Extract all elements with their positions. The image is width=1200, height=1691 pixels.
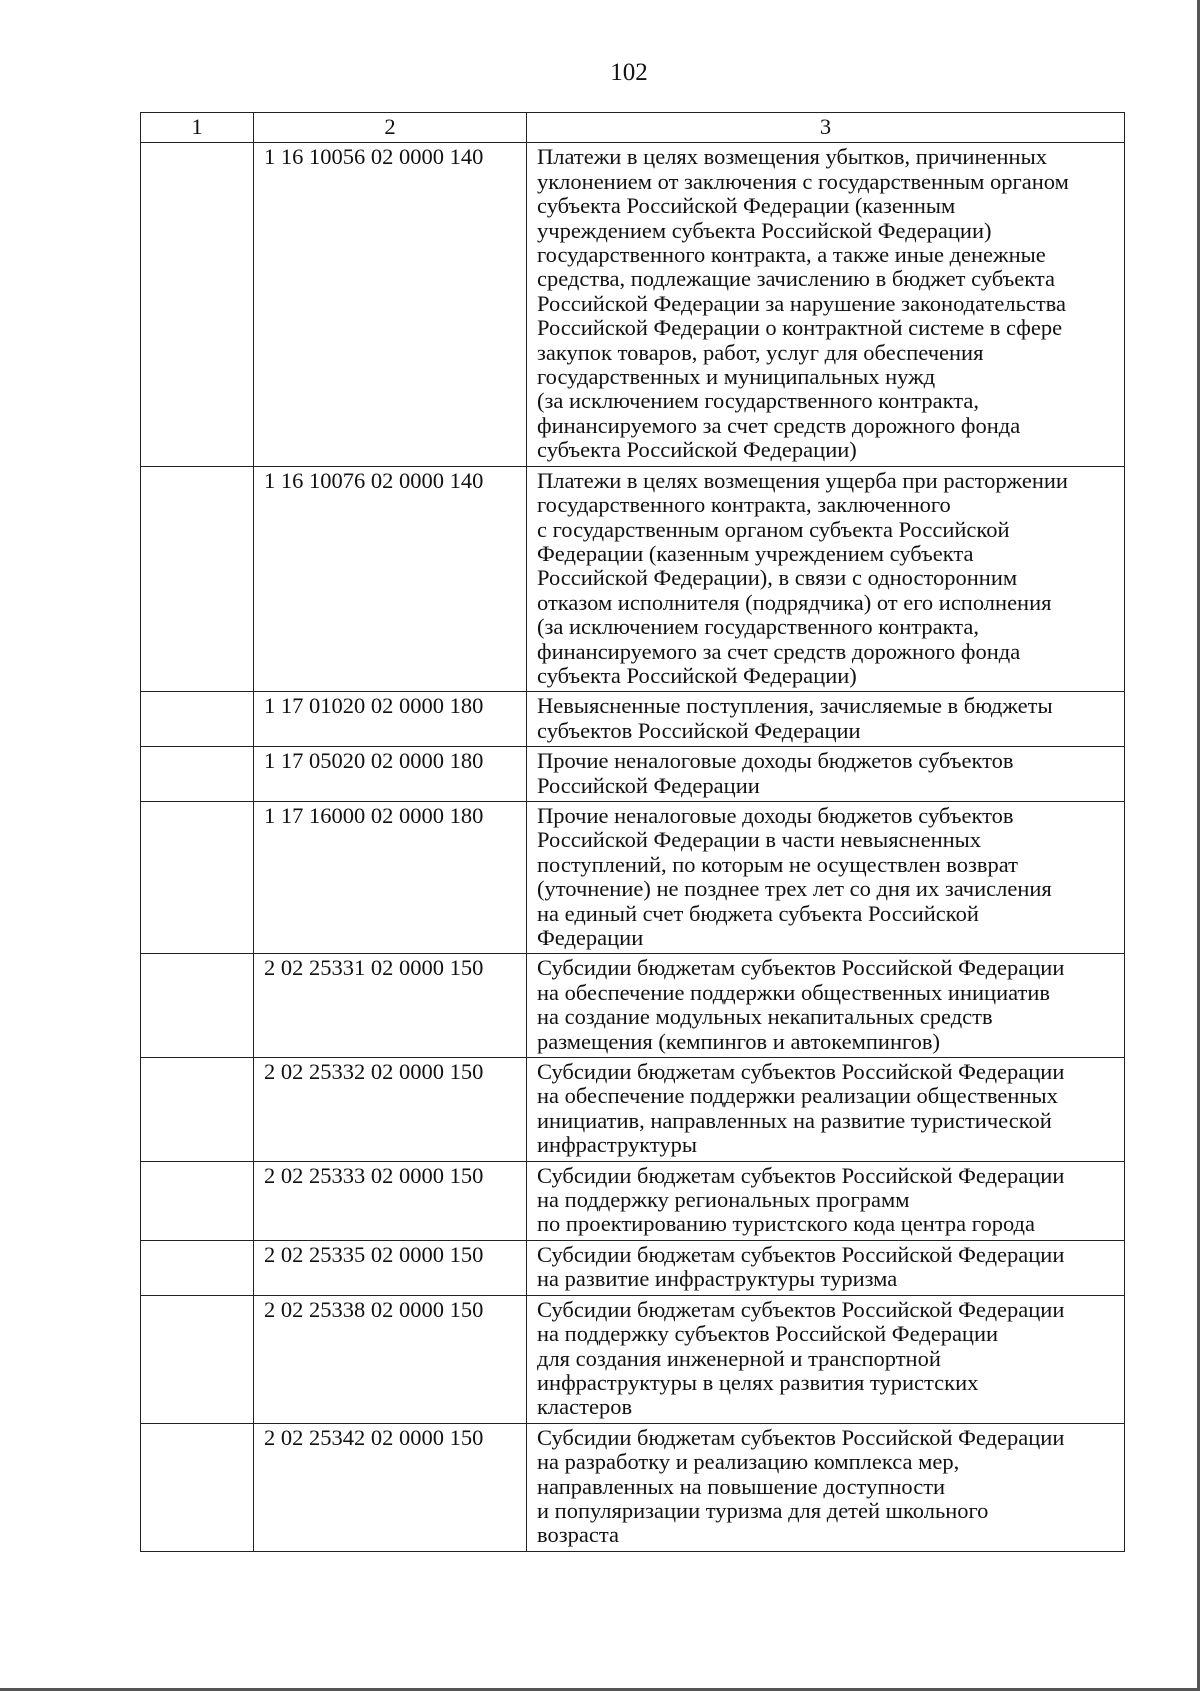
row-number-cell <box>141 801 254 953</box>
description-cell: Прочие неналоговые доходы бюджетов субъектов Российской Федерации <box>527 747 1125 802</box>
description-cell: Субсидии бюджетам субъектов Российской Федерации на обеспечение поддержки реализации общественных инициатив, направленных на развитие туристической инфраструктуры <box>527 1058 1125 1162</box>
budget-code-cell: 1 17 01020 02 0000 180 <box>254 692 527 747</box>
budget-codes-table <box>140 112 1125 1552</box>
description-cell: Прочие неналоговые доходы бюджетов субъектов Российской Федерации в части невыясненных поступлений, по которым не осуществлен возврат (уточнение) не позднее трех лет со дня их зачисления на единый счет бюджета субъекта Российской Федерации <box>527 801 1125 953</box>
budget-code-cell: 2 02 25333 02 0000 150 <box>254 1161 527 1240</box>
table-row <box>141 1240 1125 1295</box>
row-number-cell <box>141 1423 254 1551</box>
header-col-2: 2 <box>254 113 527 143</box>
budget-code-cell: 2 02 25332 02 0000 150 <box>254 1058 527 1162</box>
description-cell: Невыясненные поступления, зачисляемые в бюджеты субъектов Российской Федерации <box>527 692 1125 747</box>
table-row <box>141 1423 1125 1551</box>
budget-code-cell: 2 02 25342 02 0000 150 <box>254 1423 527 1551</box>
table-row <box>141 1161 1125 1240</box>
table-row <box>141 143 1125 466</box>
description-cell: Платежи в целях возмещения ущерба при расторжении государственного контракта, заключенного с государственным органом субъекта Российской Федерации (казенным учреждением субъекта Российской Федерации), в связи с односторонним отказом исполнителя (подрядчика) от его исполнения (за исключением государственного контракта, финансируемого за счет средств дорожного фонда субъекта Российской Федерации) <box>527 466 1125 692</box>
table-row <box>141 1295 1125 1423</box>
budget-code-cell: 2 02 25331 02 0000 150 <box>254 954 527 1058</box>
table-row <box>141 466 1125 692</box>
row-number-cell <box>141 1058 254 1162</box>
table-row <box>141 747 1125 802</box>
row-number-cell <box>141 747 254 802</box>
description-cell: Субсидии бюджетам субъектов Российской Федерации на обеспечение поддержки общественных инициатив на создание модульных некапитальных средств размещения (кемпингов и автокемпингов) <box>527 954 1125 1058</box>
header-col-1: 1 <box>141 113 254 143</box>
budget-code-cell: 2 02 25338 02 0000 150 <box>254 1295 527 1423</box>
row-number-cell <box>141 143 254 466</box>
row-number-cell <box>141 954 254 1058</box>
table-header <box>141 113 1125 143</box>
budget-code-cell: 1 17 16000 02 0000 180 <box>254 801 527 953</box>
description-cell: Субсидии бюджетам субъектов Российской Федерации на разработку и реализацию комплекса мер, направленных на повышение доступности и популяризации туризма для детей школьного возраста <box>527 1423 1125 1551</box>
description-cell: Субсидии бюджетам субъектов Российской Федерации на развитие инфраструктуры туризма <box>527 1240 1125 1295</box>
page-number: 102 <box>610 59 648 86</box>
budget-code-cell: 2 02 25335 02 0000 150 <box>254 1240 527 1295</box>
table-row <box>141 692 1125 747</box>
table-row <box>141 954 1125 1058</box>
description-cell: Субсидии бюджетам субъектов Российской Федерации на поддержку региональных программ по проектированию туристского кода центра города <box>527 1161 1125 1240</box>
budget-code-cell: 1 17 05020 02 0000 180 <box>254 747 527 802</box>
row-number-cell <box>141 692 254 747</box>
row-number-cell <box>141 1295 254 1423</box>
table-row <box>141 1058 1125 1162</box>
header-row <box>141 113 1125 143</box>
description-cell: Субсидии бюджетам субъектов Российской Федерации на поддержку субъектов Российской Федерации для создания инженерной и транспортной инфраструктуры в целях развития туристских кластеров <box>527 1295 1125 1423</box>
table-body <box>141 143 1125 1551</box>
row-number-cell <box>141 466 254 692</box>
description-cell: Платежи в целях возмещения убытков, причиненных уклонением от заключения с государственным органом субъекта Российской Федерации (казенным учреждением субъекта Российской Федерации) государственного контракта, а также иные денежные средства, подлежащие зачислению в бюджет субъекта Российской Федерации за нарушение законодательства Российской Федерации о контрактной системе в сфере закупок товаров, работ, услуг для обеспечения государственных и муниципальных нужд (за исключением государственного контракта, финансируемого за счет средств дорожного фонда субъекта Российской Федерации) <box>527 143 1125 466</box>
header-col-3: 3 <box>527 113 1125 143</box>
row-number-cell <box>141 1240 254 1295</box>
table-row <box>141 801 1125 953</box>
row-number-cell <box>141 1161 254 1240</box>
budget-code-cell: 1 16 10076 02 0000 140 <box>254 466 527 692</box>
budget-code-cell: 1 16 10056 02 0000 140 <box>254 143 527 466</box>
